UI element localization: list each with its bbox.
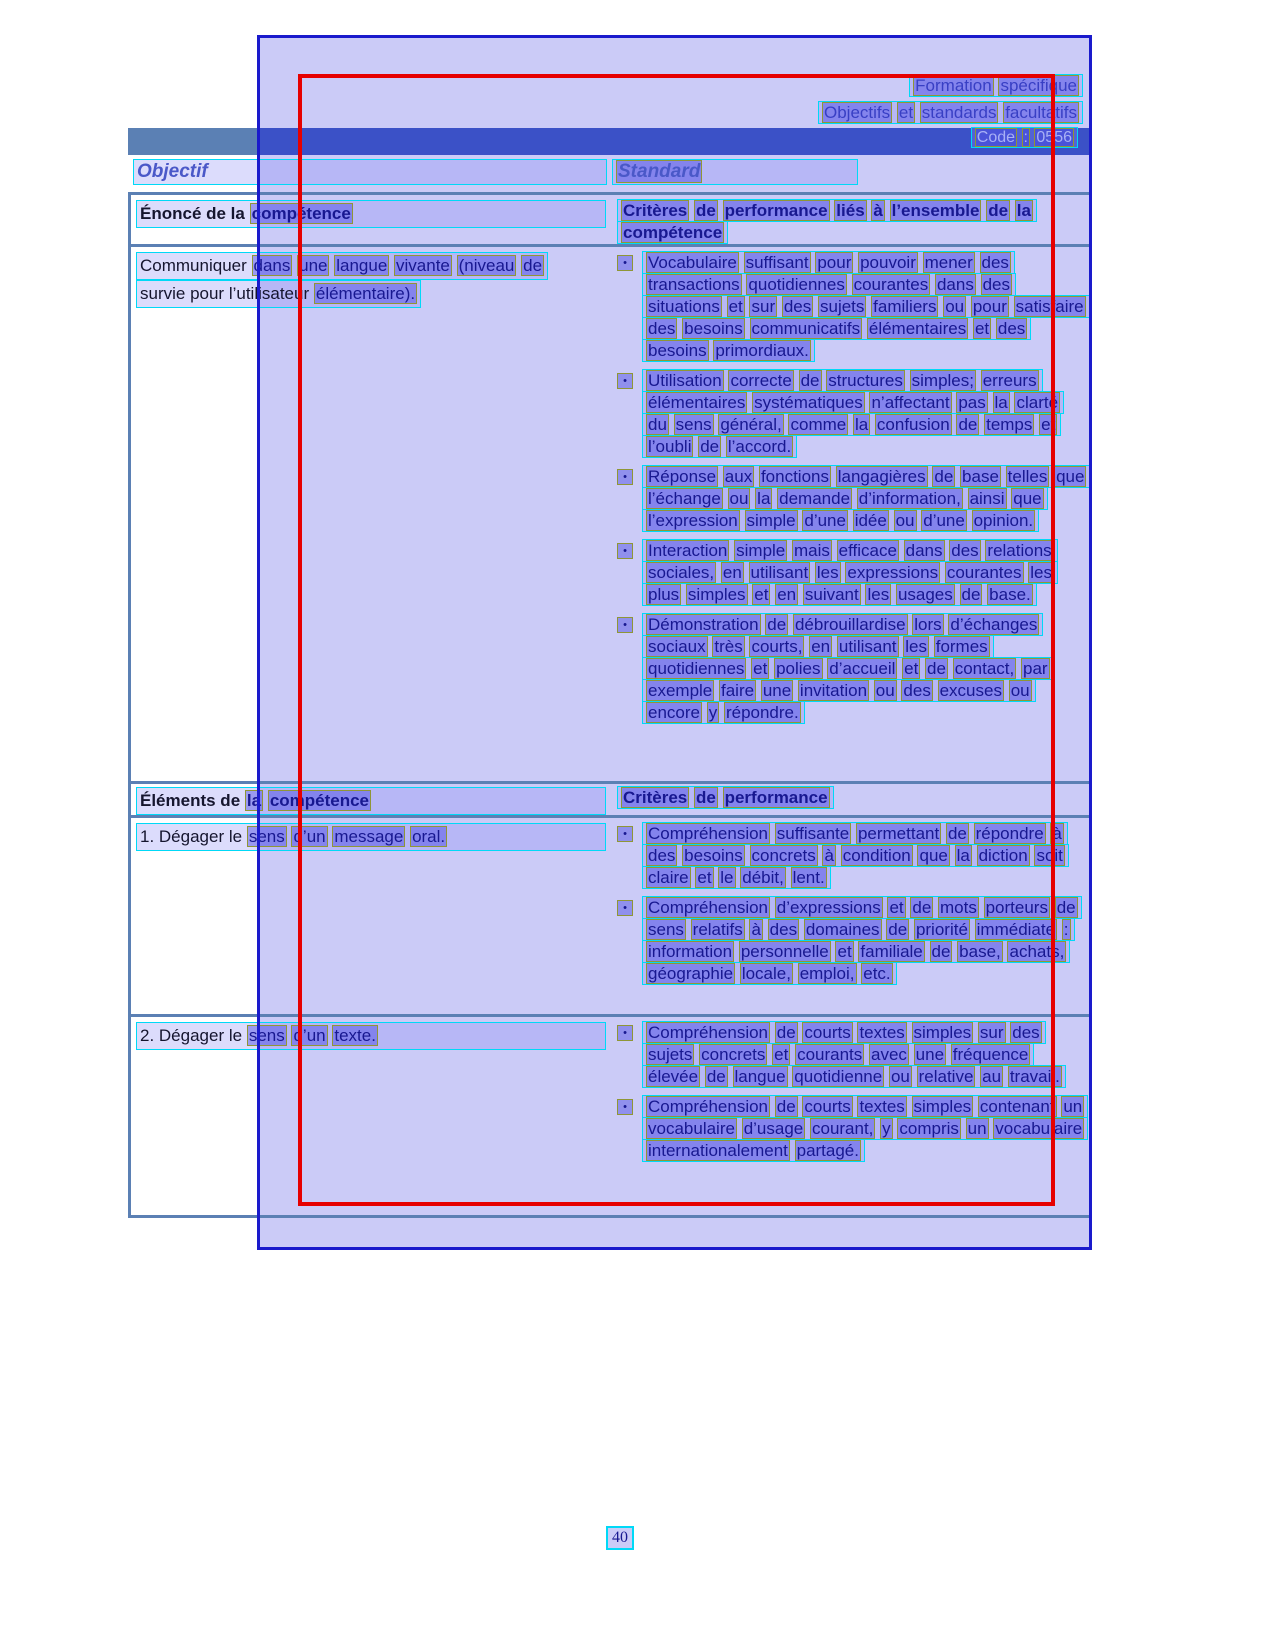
ocr-word-box: aux [724,467,753,486]
ocr-word-box: lors [914,615,942,634]
ocr-word-box: sens [248,827,285,846]
ocr-word-box: condition [842,846,911,865]
ocr-word-box: sens [248,1026,285,1045]
ocr-word-box: personnelle [740,942,829,961]
bullet-icon: • [617,1099,633,1115]
ocr-word-box: communicatifs [751,319,861,338]
ocr-word-box: faire [721,681,755,700]
ocr-word-box: excuses [939,681,1002,700]
ocr-word-box: partagé. [796,1141,859,1160]
ocr-word-box: compétence [269,791,370,810]
ocr-word-box: et [754,585,769,604]
elements-label-plain: Éléments de [140,791,241,810]
ocr-word-box: des [903,681,931,700]
ocr-word-box: de [776,1097,796,1116]
ocr-word-box: besoins [684,319,743,338]
ocr-word-box: de [961,585,981,604]
ocr-word-box: y [708,703,718,722]
ocr-word-box: de [934,467,954,486]
ocr-word-box: et [774,1045,789,1064]
ocr-word-box: la [956,846,970,865]
ocr-word-box: fréquence [952,1045,1029,1064]
ocr-word-box: une [915,1045,945,1064]
ocr-word-box: une [762,681,792,700]
ocr-word-box: répondre. [725,703,799,722]
ocr-word-box: de [1056,898,1076,917]
ocr-word-box: contact, [954,659,1015,678]
ocr-word-box: etc. [863,964,891,983]
ocr-word-box: langue [734,1067,786,1086]
ocr-word-box: que [1013,489,1042,508]
ocr-word-box: sociaux [648,637,706,656]
ocr-word-box: utilisant [838,637,897,656]
ocr-word-box: diction [978,846,1028,865]
ocr-word-box: concrets [751,846,816,865]
ocr-word-box: la [994,393,1008,412]
ocr-word-box: d’un [293,827,326,846]
ocr-word-box: utilisant [750,563,809,582]
ocr-word-box: d’usage [743,1119,804,1138]
ocr-word-box: priorité [915,920,968,939]
ocr-word-box: un [1063,1097,1083,1116]
ocr-word-box: liés [836,201,865,220]
ocr-word-box: sur [751,297,776,316]
ocr-word-box: un [967,1119,987,1138]
ocr-word-box: porteurs [985,898,1048,917]
ocr-word-box: Compréhension [648,898,769,917]
bullet-icon: • [617,543,633,559]
ocr-word-box: et [889,898,904,917]
ocr-word-box: transactions [648,275,740,294]
ocr-word-box: relative [918,1067,974,1086]
ocr-word-box: géographie [648,964,734,983]
competence-line1-plain: Communiquer [140,256,247,275]
ocr-word-box: élémentaire). [315,284,416,303]
ocr-word-box: n’affectant [871,393,950,412]
ocr-word-box: oral. [412,827,446,846]
ocr-word-box: et [898,103,914,122]
ocr-word-box: Compréhension [648,824,769,843]
ocr-word-box: systématiques [754,393,863,412]
ocr-word-box: compétence [623,223,723,242]
ocr-word-box: permettant [857,824,940,843]
ocr-word-box: courantes [946,563,1022,582]
ocr-word-box: y [882,1119,891,1138]
ocr-word-box: ou [875,681,895,700]
ocr-word-box: pouvoir [860,253,916,272]
bullet-icon: • [617,1025,633,1041]
ocr-word-box: Utilisation [648,371,722,390]
ocr-word-box: de [988,201,1009,220]
ocr-word-box: l’oubli [648,437,692,456]
ocr-word-box: de [912,898,932,917]
ocr-word-box: information [648,942,733,961]
ocr-word-box: soit [1036,846,1063,865]
ocr-word-box: Code [976,129,1016,146]
ocr-word-box: courts, [751,637,803,656]
ocr-word-box: ou [729,489,749,508]
ocr-word-box: satisfaire [1015,297,1084,316]
ocr-word-box: : [1063,920,1069,939]
ocr-word-box: Standard [618,161,701,182]
ocr-word-box: d’accueil [829,659,896,678]
ocr-word-box: des [982,275,1010,294]
ocr-word-box: mener [924,253,973,272]
ocr-word-box: 0556 [1036,129,1072,146]
ocr-word-box: l’expression [648,511,738,530]
ocr-word-box: la [1016,201,1031,220]
ocr-word-box: de [776,1023,796,1042]
ocr-word-box: Critères [623,201,688,220]
ocr-word-box: simples; [911,371,974,390]
ocr-word-box: et [728,297,743,316]
ocr-word-box: dans [253,256,291,275]
ocr-word-box: structures [828,371,903,390]
ocr-word-box: exemple [648,681,713,700]
ocr-word-box: simples [913,1097,972,1116]
ocr-word-box: base [962,467,999,486]
ocr-word-box: familiers [873,297,937,316]
ocr-word-box: et [837,942,852,961]
ocr-word-box: l’échange [648,489,721,508]
ocr-word-box: simple [736,541,786,560]
ocr-word-box: concrets [701,1045,766,1064]
ocr-word-box: d’une [923,511,965,530]
ocr-word-box: emploi, [799,964,855,983]
ocr-word-box: sur [979,1023,1004,1042]
ocr-word-box: pour [817,253,852,272]
ocr-word-box: suffisant [745,253,809,272]
ocr-word-box: facultatifs [1005,103,1077,122]
ocr-word-box: quotidiennes [648,659,745,678]
ocr-word-box: langue [336,256,388,275]
ocr-word-box: avec [871,1045,907,1064]
ocr-word-box: des [981,253,1009,272]
ocr-word-box: courantes [853,275,929,294]
competence-line2-plain: survie pour l’utilisateur [140,284,310,303]
ocr-word-box: d’une [804,511,846,530]
ocr-word-box: vocabulaire [995,1119,1083,1138]
ocr-word-box: de [927,659,946,678]
ocr-word-box: et [904,659,919,678]
ocr-word-box: et [1041,415,1056,434]
enonce-label-plain: Énoncé de la [140,204,245,223]
ocr-word-box: pour [972,297,1007,316]
ocr-word-box: plus [648,585,680,604]
ocr-word-box: locale, [741,964,791,983]
ocr-word-box: quotidiennes [748,275,845,294]
ocr-word-box: à [824,846,834,865]
ocr-word-box: répondre [975,824,1044,843]
ocr-word-box: les [816,563,839,582]
ocr-word-box: correcte [730,371,792,390]
ocr-word-box: très [714,637,743,656]
ocr-word-box: en [811,637,831,656]
ocr-word-box: sujets [820,297,865,316]
ocr-word-box: claire [648,868,689,887]
ocr-word-box: de [706,1067,726,1086]
ocr-word-box: et [697,868,712,887]
ocr-word-box: temps [986,415,1033,434]
bullet-icon: • [617,469,633,485]
ocr-word-box: performance [724,788,828,807]
ocr-word-box: langagières [837,467,926,486]
ocr-word-box: de [888,920,908,939]
ocr-word-box: ou [945,297,965,316]
ocr-word-box: polies [776,659,821,678]
ocr-word-box: achats, [1009,942,1065,961]
ocr-word-box: débrouillardise [794,615,906,634]
ocr-word-box: les [1030,563,1052,582]
ocr-word-box: la [854,415,869,434]
ocr-word-box: des [951,541,979,560]
ocr-word-box: simples [687,585,746,604]
element1-number: 1. Dégager le [140,827,243,846]
ocr-word-box: à [873,201,883,220]
ocr-word-box: ou [890,1067,910,1086]
ocr-word-box: de [700,437,720,456]
ocr-word-box: sociales, [648,563,715,582]
bullet-icon: • [617,826,633,842]
ocr-word-box: courts [804,1023,851,1042]
ocr-word-box: à [1052,824,1062,843]
ocr-word-box: général, [720,415,782,434]
ocr-word-box: Compréhension [648,1097,769,1116]
ocr-word-box: : [1023,129,1028,146]
ocr-word-box: mais [793,541,830,560]
ocr-word-box: ou [895,511,915,530]
ocr-word-box: travail. [1009,1067,1060,1086]
ocr-block-border [298,74,1055,1206]
ocr-word-box: textes [859,1023,905,1042]
ocr-word-box: suivant [804,585,859,604]
ocr-word-box: base, [959,942,1001,961]
ocr-word-box: efficace [838,541,897,560]
ocr-word-box: d’échanges [950,615,1038,634]
ocr-word-box: courts [804,1097,851,1116]
ocr-word-box: base. [989,585,1031,604]
ocr-word-box: dans [905,541,943,560]
ocr-word-box: usages [897,585,953,604]
ocr-word-box: d’information, [858,489,961,508]
ocr-word-box: que [1056,467,1085,486]
ocr-word-box: et [974,319,990,338]
element2-number: 2. Dégager le [140,1026,243,1045]
ocr-word-box: de [800,371,820,390]
ocr-word-box: courants [797,1045,863,1064]
ocr-word-box: familiale [860,942,923,961]
page-number: 40 [606,1526,634,1550]
ocr-word-box: d’un [293,1026,326,1045]
ocr-word-box: invitation [799,681,868,700]
ocr-word-box: au [982,1067,1002,1086]
ocr-word-box: message [334,827,404,846]
ocr-word-box: performance [724,201,828,220]
ocr-word-box: Formation [915,76,992,95]
ocr-word-box: suffisante [776,824,850,843]
ocr-word-box: Vocabulaire [648,253,737,272]
ocr-word-box: de [523,256,543,275]
ocr-word-box: des [648,846,676,865]
ocr-word-box: les [867,585,890,604]
ocr-word-box: encore [648,703,700,722]
ocr-word-box: sens [648,920,684,939]
ocr-word-box: demande [779,489,851,508]
ocr-word-box: que [919,846,948,865]
ocr-word-box: la [246,791,262,810]
ocr-word-box: une [299,256,328,275]
ocr-word-box: fonctions [760,467,829,486]
ocr-word-box: Réponse [648,467,717,486]
ocr-word-box: débit, [742,868,784,887]
ocr-word-box: standards [921,103,997,122]
ocr-word-box: sens [675,415,712,434]
ocr-word-box: Démonstration [648,615,759,634]
bullet-icon: • [617,373,633,389]
ocr-word-box: des [783,297,812,316]
ocr-word-box: le [720,868,734,887]
ocr-word-box: opinion. [973,511,1034,530]
ocr-word-box: l’ensemble [891,201,980,220]
ocr-word-box: de [767,615,787,634]
ocr-word-box: situations [648,297,720,316]
ocr-word-box: des [997,319,1026,338]
ocr-word-box: idée [854,511,887,530]
ocr-word-box: simples [913,1023,972,1042]
ocr-word-box: comme [790,415,847,434]
ocr-word-box: texte. [334,1026,376,1045]
ocr-word-box: en [722,563,742,582]
ocr-word-box: de [947,824,967,843]
ocr-word-box: des [769,920,798,939]
ocr-word-box: contenant [979,1097,1055,1116]
ocr-word-box: besoins [648,341,707,360]
ocr-word-box: Compréhension [648,1023,769,1042]
objectif-label: Objectif [137,161,208,182]
ocr-word-box: textes [859,1097,905,1116]
ocr-word-box: courant, [811,1119,874,1138]
ocr-word-box: lent. [792,868,825,887]
ocr-word-box: élevée [648,1067,699,1086]
ocr-word-box: mots [940,898,977,917]
ocr-word-box: Interaction [648,541,728,560]
ocr-word-box: élémentaires [868,319,967,338]
ocr-word-box: (niveau [458,256,515,275]
ocr-word-box: du [648,415,667,434]
ocr-word-box: quotidienne [794,1067,883,1086]
ocr-word-box: relations [987,541,1052,560]
ocr-word-box: de [931,942,951,961]
ocr-word-box: en [777,585,797,604]
ocr-word-box: ainsi [969,489,1005,508]
ocr-word-box: des [648,319,676,338]
ocr-word-box: des [1012,1023,1040,1042]
ocr-word-box: simple [746,511,796,530]
ocr-word-box: relatifs [692,920,743,939]
ocr-word-box: sujets [648,1045,693,1064]
bullet-icon: • [617,255,633,271]
ocr-word-box: expressions [847,563,939,582]
ocr-word-box: besoins [684,846,743,865]
ocr-word-box: erreurs [982,371,1037,390]
ocr-word-box: internationalement [648,1141,788,1160]
ocr-word-box: l’accord. [727,437,792,456]
ocr-word-box: vivante [396,256,450,275]
ocr-word-box: clarté [1016,393,1059,412]
page-footer [606,1526,634,1550]
ocr-word-box: formes [935,637,988,656]
ocr-word-box: dans [936,275,974,294]
ocr-word-box: immédiate [976,920,1056,939]
ocr-word-box: d’expressions [776,898,881,917]
ocr-word-box: par [1022,659,1048,678]
ocr-word-box: confusion [876,415,950,434]
ocr-word-box: élémentaires [648,393,746,412]
ocr-word-box: les [905,637,927,656]
ocr-word-box: pas [958,393,986,412]
ocr-word-box: primordiaux. [715,341,809,360]
ocr-word-box: Objectifs [823,103,891,122]
ocr-word-box: vocabulaire [648,1119,735,1138]
bullet-icon: • [617,900,633,916]
bullet-icon: • [617,617,633,633]
ocr-word-box: domaines [805,920,880,939]
ocr-word-box: de [696,788,716,807]
ocr-word-box: compétence [251,204,351,223]
ocr-word-box: de [696,201,716,220]
ocr-word-box: et [753,659,768,678]
ocr-word-box: telles [1007,467,1048,486]
ocr-word-box: la [757,489,771,508]
ocr-word-box: de [958,415,978,434]
ocr-word-box: spécifique [1000,76,1077,95]
ocr-word-box: Critères [623,788,688,807]
ocr-word-box: ou [1010,681,1030,700]
ocr-word-box: à [751,920,761,939]
ocr-word-box: compris [899,1119,959,1138]
